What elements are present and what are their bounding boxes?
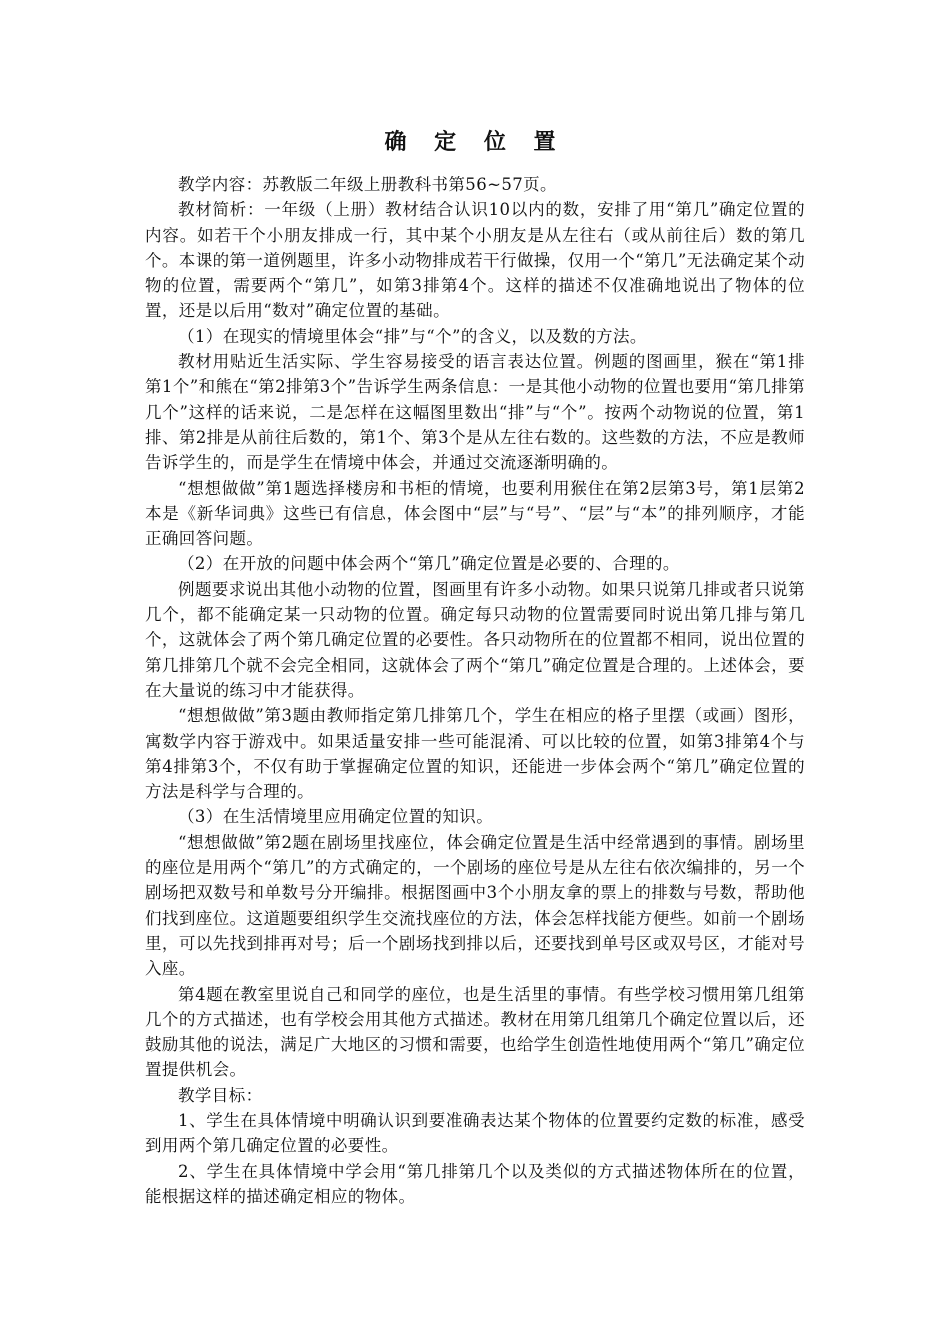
paragraph-textbook-analysis: 教材简析：一年级（上册）教材结合认识10以内的数，安排了用“第几”确定位置的内容。如若干个小朋友排成一行，其中某个小朋友是从左往右（或从前往后）数的第几个。本课的第一道例题里，许多小动物排成若干行做操，仅用一个“第几”无法确定某个动物的位置，需要两个“第几”，如第3排第4个。这样的描述不仅准确地说出了物体的位置，还是以后用“数对”确定位置的基础。 — [145, 200, 805, 321]
paragraph-goal-2: 2、学生在具体情境中学会用“第几排第几个以及类似的方式描述物体所在的位置，能根据这样的描述确定相应的物体。 — [145, 1161, 805, 1206]
document-title: 确 定 位 置 — [384, 130, 566, 155]
paragraph-section-1-body: 教材用贴近生活实际、学生容易接受的语言表达位置。例题的图画里，猴在“第1排第1个”和熊在“第2排第3个”告诉学生两条信息：一是其他小动物的位置也要用“第几排第几个”这样的话来说，二是怎样在这幅图里数出“排”与“个”。按两个动物说的位置，第1排、第2排是从前往后数的，第1个、第3个是从左往右数的。这些数的方法，不应是教师告诉学生的，而是学生在情境中体会，并通过交流逐渐明确的。 — [145, 352, 805, 473]
paragraph-section-3-body: “想想做做”第2题在剧场里找座位，体会确定位置是生活中经常遇到的事情。剧场里的座位是用两个“第几”的方式确定的，一个剧场的座位号是从左往右依次编排的，另一个剧场把双数号和单数号分开编排。根据图画中3个小朋友拿的票上的排数与号数，帮助他们找到座位。这道题要组织学生交流找座位的方法，体会怎样找能方便些。如前一个剧场里，可以先找到排再对号；后一个剧场找到排以后，还要找到单号区或双号区，才能对号入座。 — [145, 832, 805, 979]
paragraph-section-1-heading: （1）在现实的情境里体会“排”与“个”的含义，以及数的方法。 — [178, 326, 647, 346]
document-page — [145, 128, 805, 1209]
paragraph-goals-heading: 教学目标： — [178, 1085, 263, 1105]
paragraph-goal-1: 1、学生在具体情境中明确认识到要准确表达某个物体的位置要约定数的标准，感受到用两个第几确定位置的必要性。 — [145, 1110, 805, 1156]
paragraph-teaching-content: 教学内容：苏教版二年级上册教科书第56~57页。 — [178, 175, 557, 194]
paragraph-section-3-heading: （3）在生活情境里应用确定位置的知识。 — [178, 807, 494, 827]
paragraph-section-2-exercise: “想想做做”第3题由教师指定第几排第几个，学生在相应的格子里摆（或画）图形，寓数学内容于游戏中。如果适量安排一些可能混淆、可以比较的位置，如第3排第4个与第4排第3个，不仅有助于掌握确定位置的知识，还能进一步体会两个“第几”确定位置的方法是科学与合理的。 — [145, 706, 805, 802]
paragraph-section-1-exercise: “想想做做”第1题选择楼房和书柜的情境，也要利用猴住在第2层第3号，第1层第2本是《新华词典》这些已有信息，体会图中“层”与“号”、“层”与“本”的排列顺序，才能正确回答问题。 — [145, 478, 805, 549]
paragraph-section-2-body: 例题要求说出其他小动物的位置，图画里有许多小动物。如果只说第几排或者只说第几个，都不能确定某一只动物的位置。确定每只动物的位置需要同时说出第几排与第几个，这就体会了两个第几确定位置的必要性。各只动物所在的位置都不相同，说出位置的第几排第几个就不会完全相同，这就体会了两个“第几”确定位置是合理的。上述体会，要在大量说的练习中才能获得。 — [145, 579, 805, 700]
paragraph-section-2-heading: （2）在开放的问题中体会两个“第几”确定位置是必要的、合理的。 — [178, 554, 680, 574]
paragraph-section-3-exercise-4: 第4题在教室里说自己和同学的座位，也是生活里的事情。有些学校习惯用第几组第几个的方式描述，也有学校会用其他方式描述。教材在用第几组第几个确定位置以后，还鼓励其他的说法，满足广大地区的习惯和需要，也给学生创造性地使用两个“第几”确定位置提供机会。 — [145, 984, 805, 1080]
